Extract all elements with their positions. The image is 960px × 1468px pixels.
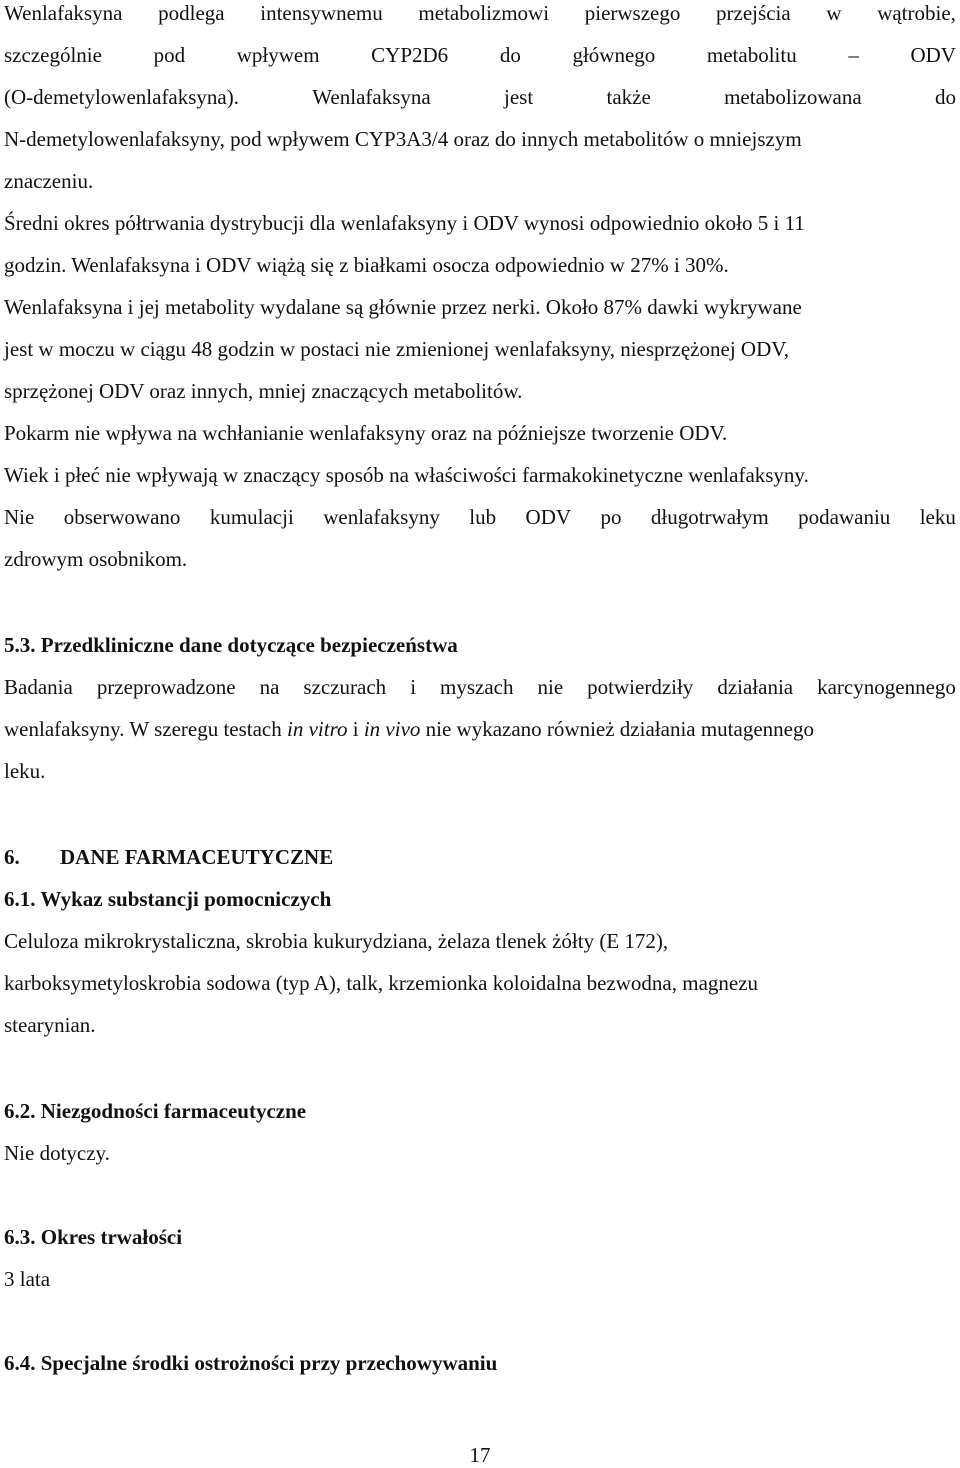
pk-line-3 (4, 84, 956, 110)
word: lub (469, 505, 497, 529)
word: na (259, 675, 280, 699)
word: głównego (572, 43, 656, 67)
s62-text: Nie dotyczy. (4, 1141, 110, 1165)
word: podlega (158, 1, 225, 25)
word: w (826, 1, 842, 25)
word: (O-demetylowenlafaksyna). (4, 85, 239, 109)
word: szczurach (303, 675, 387, 699)
word: Nie (4, 505, 35, 529)
pk-line-1 (4, 0, 956, 26)
pk-line-13 (4, 504, 956, 530)
word: przejścia (716, 1, 791, 25)
word: działania (717, 675, 794, 699)
word: Wenlafaksyna (312, 85, 431, 109)
word: ODV (910, 43, 956, 67)
word: Wenlafaksyna (4, 1, 123, 25)
pk-line-4: N-demetylowenlafaksyny, pod wpływem CYP3A3/4 oraz do innych metabolitów o mniejszym (4, 127, 802, 151)
s61-line-1: Celuloza mikrokrystaliczna, skrobia kukurydziana, żelaza tlenek żółty (E 172), (4, 929, 669, 953)
word: myszach (440, 675, 514, 699)
word: metabolizowana (724, 85, 862, 109)
s63-text: 3 lata (4, 1267, 51, 1291)
section-6-4-heading: 6.4. Specjalne środki ostrożności przy przechowywaniu (4, 1351, 498, 1375)
word: wenlafaksyny (323, 505, 440, 529)
section-6-number: 6. (4, 845, 20, 869)
in-vitro-text: in vitro (287, 717, 348, 741)
pk-line-10: sprzężonej ODV oraz innych, mniej znaczących metabolitów. (4, 379, 523, 403)
word: podawaniu (798, 505, 891, 529)
pk-line-9: jest w moczu w ciągu 48 godzin w postaci nie zmienionej wenlafaksyny, niesprzężonej ODV, (4, 337, 789, 361)
word: przeprowadzone (96, 675, 236, 699)
section-6-title: DANE FARMACEUTYCZNE (60, 845, 334, 869)
word: CYP2D6 (371, 43, 449, 67)
pk-line-14: zdrowym osobnikom. (4, 547, 188, 571)
pk-line-2 (4, 42, 956, 68)
word: – (848, 43, 859, 67)
word: karcynogennego (817, 675, 956, 699)
word: ODV (525, 505, 572, 529)
pk-line-12: Wiek i płeć nie wpływają w znaczący sposób na właściwości farmakokinetyczne wenlafaksyny. (4, 463, 809, 487)
word: długotrwałym (650, 505, 769, 529)
s53-line-2-c: i (347, 717, 364, 741)
section-6-2-heading: 6.2. Niezgodności farmaceutyczne (4, 1099, 307, 1123)
word: do (499, 43, 521, 67)
word: po (600, 505, 622, 529)
word: Badania (4, 675, 73, 699)
s53-line-2-a: wenlafaksyny. W szeregu testach (4, 717, 288, 741)
pk-line-8: Wenlafaksyna i jej metabolity wydalane są głównie przez nerki. Około 87% dawki wykrywane (4, 295, 802, 319)
word: wpływem (236, 43, 320, 67)
section-6-heading (4, 844, 333, 870)
word: kumulacji (209, 505, 294, 529)
word: pod (153, 43, 186, 67)
word: metabolitu (706, 43, 797, 67)
section-5-3-heading: 5.3. Przedkliniczne dane dotyczące bezpieczeństwa (4, 633, 458, 657)
pk-line-7: godzin. Wenlafaksyna i ODV wiążą się z białkami osocza odpowiednio w 27% i 30%. (4, 253, 729, 277)
in-vivo-text: in vivo (363, 717, 421, 741)
pk-line-11: Pokarm nie wpływa na wchłanianie wenlafaksyny oraz na późniejsze tworzenie ODV. (4, 421, 728, 445)
word: także (606, 85, 651, 109)
s53-line-3: leku. (4, 759, 46, 783)
s53-line-2 (4, 716, 814, 742)
word: do (935, 85, 956, 109)
section-6-3-heading: 6.3. Okres trwałości (4, 1225, 183, 1249)
word: nie (537, 675, 564, 699)
word: potwierdziły (587, 675, 694, 699)
s61-line-3: stearynian. (4, 1013, 96, 1037)
word: szczególnie (4, 43, 102, 67)
word: intensywnemu (260, 1, 383, 25)
word: wątrobie, (877, 1, 956, 25)
pk-line-5: znaczeniu. (4, 169, 94, 193)
word: pierwszego (584, 1, 681, 25)
s53-line-2-e: nie wykazano również działania mutagennego (420, 717, 814, 741)
word: leku (919, 505, 956, 529)
word: obserwowano (63, 505, 181, 529)
section-6-1-heading: 6.1. Wykaz substancji pomocniczych (4, 887, 332, 911)
s53-line-1 (4, 674, 956, 700)
word: jest (504, 85, 534, 109)
word: metabolizmowi (418, 1, 550, 25)
s61-line-2: karboksymetyloskrobia sodowa (typ A), talk, krzemionka koloidalna bezwodna, magnezu (4, 971, 759, 995)
pk-line-6: Średni okres półtrwania dystrybucji dla wenlafaksyny i ODV wynosi odpowiednio około 5 i 11 (4, 211, 805, 235)
page-number: 17 (469, 1443, 491, 1467)
word: i (410, 675, 417, 699)
